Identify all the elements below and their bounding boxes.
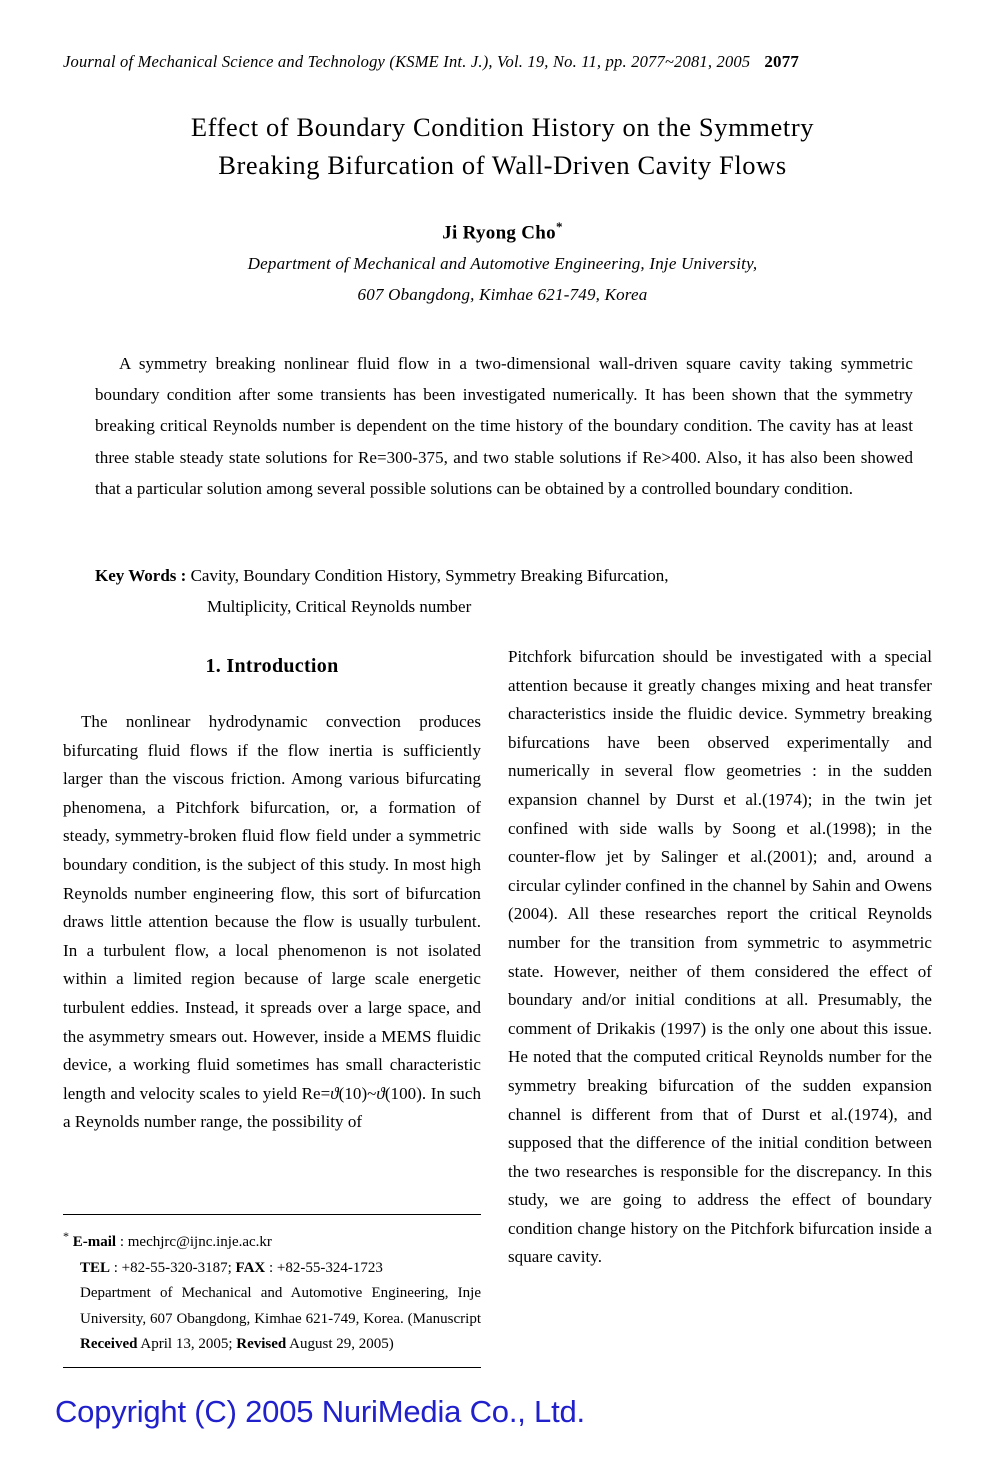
footnote-address-text: Department of Mechanical and Automotive Engineering, Inje University, 607 Obangdong, Kimhae 621-749, Korea. (Manuscript (80, 1285, 481, 1327)
affiliation-line-2: 607 Obangdong, Kimhae 621-749, Korea (357, 285, 648, 305)
keywords-label: Key Words : (95, 566, 187, 585)
keywords-value-1: Cavity, Boundary Condition History, Symmetry Breaking Bifurcation, (190, 566, 669, 585)
running-head-text: Journal of Mechanical Science and Technology (KSME Int. J.), Vol. 19, No. 11, pp. 2077~2081, 2005 (63, 52, 751, 71)
footnote-tel-line (63, 1256, 481, 1282)
footnote-fax-label: FAX (235, 1259, 266, 1276)
footnote-email-value: : mechjrc@ijnc.inje.ac.kr (119, 1234, 272, 1250)
footnote-fax-value: : +82-55-324-1723 (269, 1259, 383, 1276)
footnote-revised-label: Revised (236, 1336, 287, 1353)
footnote-tel-label: TEL (80, 1259, 111, 1276)
footnote-email-line (63, 1224, 481, 1256)
intro-paragraph-left (63, 708, 481, 1137)
paper-title (80, 108, 925, 184)
keywords (95, 560, 913, 622)
footnote-rule-bottom (63, 1367, 481, 1368)
section-heading-introduction: 1. Introduction (205, 655, 339, 677)
column-right (508, 643, 932, 1272)
title-line-2: Breaking Bifurcation of Wall-Driven Cavity Flows (218, 150, 787, 180)
math-symbol-theta-1: ϑ (330, 1083, 339, 1103)
running-head (63, 52, 943, 72)
author-name: Ji Ryong Cho (442, 222, 556, 244)
math-mid-1: (10)~ (338, 1083, 377, 1103)
footnote-received-label: Received (80, 1336, 138, 1353)
footnote-address-line (63, 1281, 481, 1358)
footnote-tel-value: : +82-55-320-3187; (113, 1259, 232, 1276)
author-block (80, 212, 925, 310)
intro-paragraph-right: Pitchfork bifurcation should be investigated with a special attention because it greatly changes mixing and heat transfer characteristics inside the fluidic device. Symmetry breaking bifurcations have been observed experimentally and numerically in several flow geometries : in the sudden expansion channel by Durst et al.(1974); in the twin jet confined with side walls by Soong et al.(1998); in the counter-flow jet by Salinger et al.(2001); and, around a circular cylinder confined in the channel by Sahin and Owens (2004). All these researches report the critical Reynolds number for the transition from symmetric to asymmetric state. However, neither of them considered the effect of boundary and/or initial conditions at all. Presumably, the comment of Drikakis (1997) is the only one about this issue. He noted that the computed critical Reynolds number for the symmetry breaking bifurcation of the sudden expansion channel is different from that of Durst et al.(1974), and supposed that the difference of the initial condition between the two researches is responsible for the discrepancy. In this study, we are going to address the effect of boundary condition change history on the Pitchfork bifurcation inside a square cavity. (508, 647, 932, 1267)
page-number: 2077 (764, 52, 800, 71)
abstract (95, 348, 913, 504)
footnote-revised-value: August 29, 2005) (286, 1336, 394, 1353)
title-line-1: Effect of Boundary Condition History on the Symmetry (190, 112, 815, 142)
copyright-notice: Copyright (C) 2005 NuriMedia Co., Ltd. (55, 1394, 585, 1429)
footnote-block (63, 1214, 481, 1368)
column-left (63, 655, 481, 1137)
intro-paragraph-left-tail: (100). In such a Reynolds number range, the possibility of (63, 1083, 481, 1132)
keywords-value-2: Multiplicity, Critical Reynolds number (207, 597, 472, 616)
math-symbol-theta-2: ϑ (376, 1083, 385, 1103)
author-footnote-marker: * (555, 219, 563, 234)
author-name-line (80, 212, 925, 248)
keywords-line-1 (95, 560, 913, 591)
footnote-marker: * (63, 1229, 69, 1243)
footnote-text (63, 1215, 481, 1361)
abstract-text: A symmetry breaking nonlinear fluid flow in a two-dimensional wall-driven square cavity taking symmetric boundary condition after some transients has been investigated numerically. It has been shown that the symmetry breaking critical Reynolds number is dependent on the time history of the boundary condition. The cavity has at least three stable steady state solutions for Re=300-375, and two stable solutions if Re>400. Also, it has also been showed that a particular solution among several possible solutions can be obtained by a controlled boundary condition. (95, 354, 913, 498)
affiliation-line-1: Department of Mechanical and Automotive Engineering, Inje University, (247, 254, 758, 274)
footnote-received-value: April 13, 2005; (137, 1336, 237, 1353)
intro-paragraph-left-text: The nonlinear hydrodynamic convection produces bifurcating fluid flows if the flow inertia is sufficiently larger than the viscous friction. Among various bifurcating phenomena, a Pitchfork bifurcation, or, a formation of steady, symmetry-broken fluid flow field under a symmetric boundary condition, is the subject of this study. In most high Reynolds number engineering flow, this sort of bifurcation draws little attention because the flow is usually turbulent. In a turbulent flow, a local phenomenon is not isolated within a limited region because of large scale energetic turbulent eddies. Instead, it spreads over a large space, and the asymmetry smears out. However, inside a MEMS fluidic device, a working fluid sometimes has small characteristic length and velocity scales to yield Re= (63, 712, 481, 1103)
footnote-email-label: E-mail (72, 1234, 117, 1250)
